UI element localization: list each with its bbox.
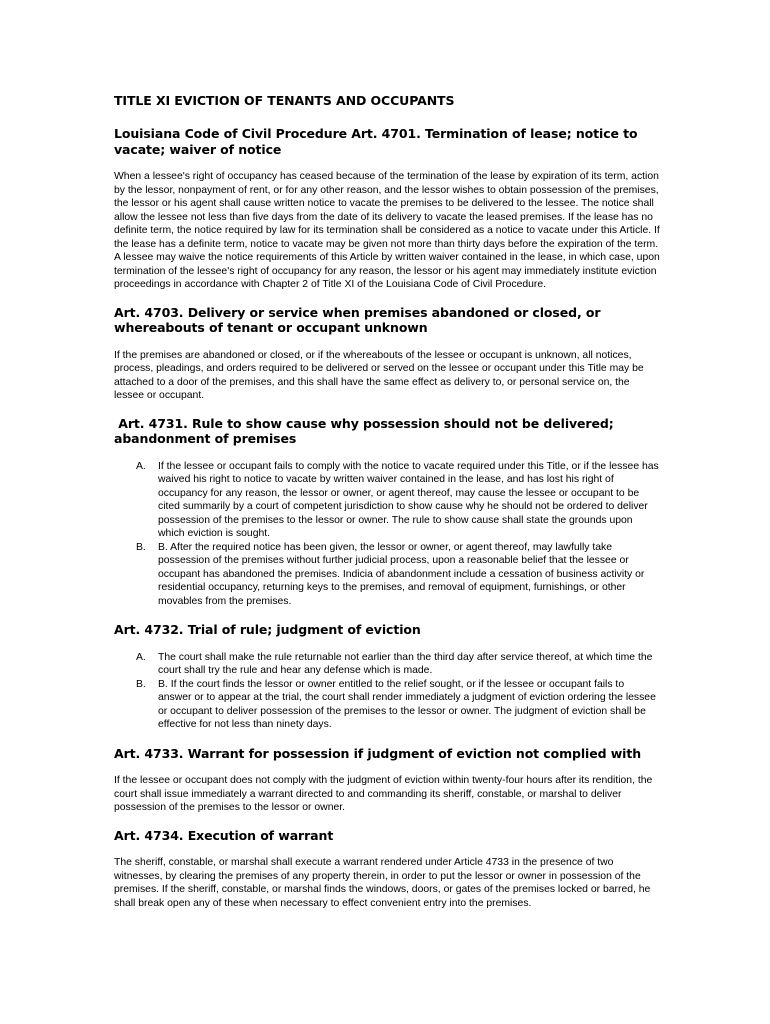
- list-item: [114, 460, 660, 541]
- section-paragraph: If the premises are abandoned or closed, or if the whereabouts of the lessee or occupant is unknown, all notices, process, pleadings, and orders required to be delivered or served on the lessee or occupant under this Title may be attached to a door of the premises, and this shall have the same effect as delivery to, or personal service on, the lessee or occupant.: [114, 349, 644, 401]
- list-item-text: If the lessee or occupant fails to comply with the notice to vacate required under this Title, or if the lessee has waived his right to notice to vacate by written waiver contained in the lease, and has lost his right of occupancy for any reason, the lessor or owner, or agent thereof, may cause the lessee or occupant to be cited summarily by a court of competent jurisdiction to show cause why he should not be ordered to deliver possession of the premises to the lessor or owner. The rule to show cause shall state the grounds upon which eviction is sought.: [158, 460, 659, 539]
- document-body: [114, 93, 660, 923]
- section-heading: Art. 4703. Delivery or service when premises abandoned or closed, or whereabouts of tenant or occupant unknown: [114, 304, 601, 335]
- section-art-4701: [114, 126, 660, 292]
- list-item-text: The court shall make the rule returnable not earlier than the third day after service thereof, at which time the court shall try the rule and hear any defense which is made.: [158, 651, 653, 676]
- section-paragraph: When a lessee's right of occupancy has ceased because of the termination of the lease by expiration of its term, action by the lessor, nonpayment of rent, or for any other reason, and the lessor wishes to obtain possession of the premises, the lessor or his agent shall cause written notice to vacate the premises to be delivered to the lessee. The notice shall allow the lessee not less than five days from the date of its delivery to vacate the leased premises. If the lease has no definite term, the notice required by law for its termination shall be considered as a notice to vacate under this Article. If the lease has a definite term, notice to vacate may be given not more than thirty days before the expiration of the term. A lessee may waive the notice requirements of this Article by written waiver contained in the lease, in which case, upon termination of the lessee's right of occupancy for any reason, the lessor or his agent may immediately institute eviction proceedings in accordance with Chapter 2 of Title XI of the Louisiana Code of Civil Procedure.: [114, 171, 660, 290]
- list-item: [114, 541, 660, 609]
- section-paragraph: If the lessee or occupant does not comply with the judgment of eviction within twenty-four hours after its rendition, the court shall issue immediately a warrant directed to and commanding its sheriff, constable, or marshal to deliver possession of the premises to the lessor or owner.: [114, 775, 653, 813]
- section-list: [114, 651, 660, 732]
- section-heading: Art. 4731. Rule to show cause why possession should not be delivered; abandonment of premises: [114, 415, 618, 446]
- list-marker: B.: [136, 678, 146, 690]
- section-art-4731: [114, 416, 660, 609]
- section-art-4703: [114, 305, 660, 403]
- section-heading: Louisiana Code of Civil Procedure Art. 4701. Termination of lease; notice to vacate; waiver of notice: [114, 126, 638, 157]
- list-item-text: B. If the court finds the lessor or owner entitled to the relief sought, or if the lessee or occupant fails to answer or to appear at the trial, the court shall render immediately a judgment of eviction ordering the lessee or occupant to deliver possession of the premises to the lessor or owner. The judgment of eviction shall be effective for not less than ninety days.: [158, 678, 656, 730]
- section-art-4733: [114, 746, 660, 815]
- document-title: TITLE XI EVICTION OF TENANTS AND OCCUPANTS: [114, 93, 455, 108]
- list-marker: A.: [136, 460, 146, 472]
- list-marker: A.: [136, 651, 146, 663]
- section-art-4732: [114, 622, 660, 732]
- section-art-4734: [114, 828, 660, 911]
- list-item: [114, 678, 660, 732]
- list-marker: B.: [136, 541, 146, 553]
- section-paragraph: The sheriff, constable, or marshal shall execute a warrant rendered under Article 4733 in the presence of two witnesses, by clearing the premises of any property therein, in order to put the lessor or owner in possession of the premises. If the sheriff, constable, or marshal finds the windows, doors, or gates of the premises locked or barred, he shall break open any of these when necessary to effect convenient entry into the premises.: [114, 857, 651, 909]
- list-item-text: B. After the required notice has been given, the lessor or owner, or agent thereof, may lawfully take possession of the premises without further judicial process, upon a reasonable belief that the lessee or occupant has abandoned the premises. Indicia of abandonment include a cessation of business activity or residential occupancy, returning keys to the premises, and removal of equipment, furnishings, or other movables from the premises.: [158, 541, 645, 607]
- section-list: [114, 460, 660, 609]
- section-heading: Art. 4733. Warrant for possession if judgment of eviction not complied with: [114, 745, 642, 761]
- section-heading: Art. 4734. Execution of warrant: [114, 827, 334, 843]
- section-heading: Art. 4732. Trial of rule; judgment of eviction: [114, 622, 421, 637]
- list-item: [114, 651, 660, 678]
